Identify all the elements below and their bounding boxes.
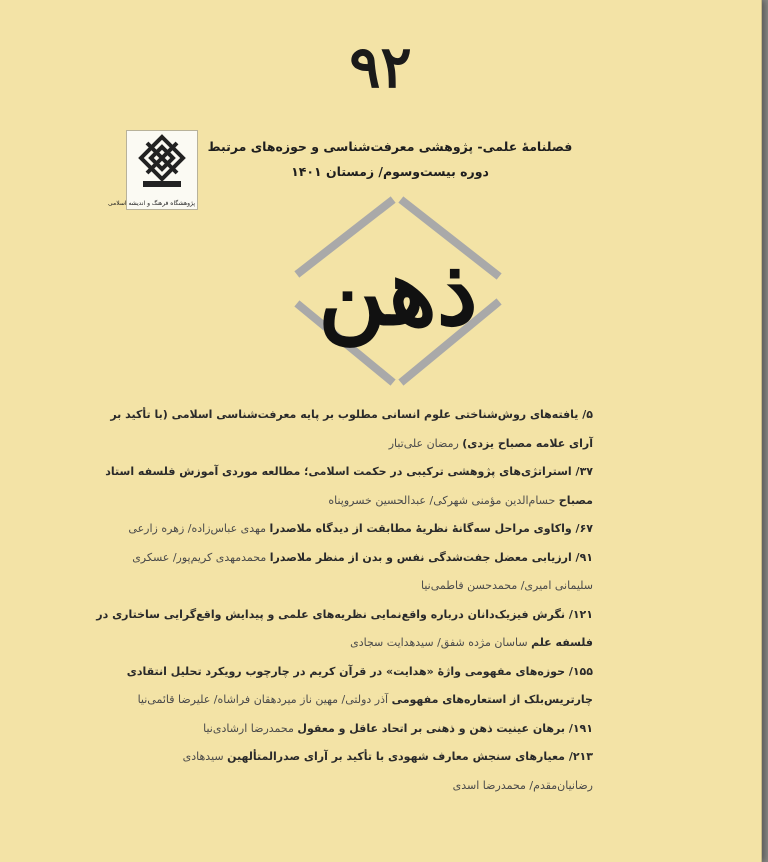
toc-entry: رضانیان‌مقدم/ محمدرضا اسدی xyxy=(452,778,593,792)
issue-number: ۹۲ xyxy=(349,33,412,101)
logo-caption: پژوهشگاه فرهنگ و اندیشه اسلامی xyxy=(108,200,195,207)
table-of-contents xyxy=(96,408,593,807)
toc-entry: فلسفه علم ساسان مژده شفق/ سیدهدایت سجادی xyxy=(350,636,593,649)
toc-entry: ۱۹۱/ برهان عینیت ذهن و ذهنی بر اتحاد عاقل و معقول محمدرضا ارشادی‌نیا xyxy=(203,721,593,735)
toc-entry: سلیمانی امیری/ محمدحسن فاطمی‌نیا xyxy=(421,579,593,592)
toc-entry: ۱۲۱/ نگرش فیزیک‌دانان درباره واقع‌نمایی نظریه‌های علمی و پیدایش واقع‌گرایی ساختاری در xyxy=(96,607,593,621)
toc-entry: مصباح حسام‌الدین مؤمنی شهرکی/ عبدالحسین خسروپناه xyxy=(328,493,593,507)
toc-entry: آرای علامه مصباح یزدی) رمضان علی‌تبار xyxy=(388,436,593,450)
toc-entry: ۶۷/ واکاوی مراحل سه‌گانهٔ نظریهٔ مطابقت از دیدگاه ملاصدرا مهدی عباس‌زاده/ زهره زارعی xyxy=(128,522,593,535)
journal-title: ذهن xyxy=(318,238,478,346)
toc-entry: ۹۱/ ارزیابی معضل جفت‌شدگی نفس و بدن از منظر ملاصدرا محمدمهدی کریم‌پور/ عسکری xyxy=(132,550,593,564)
knot-logo-icon xyxy=(127,131,197,193)
institute-logo xyxy=(108,130,198,210)
toc-entry: ۱۵۵/ حوزه‌های مفهومی واژهٔ «هدایت» در قرآن کریم در چارچوب رویکرد تحلیل انتقادی xyxy=(126,664,593,678)
journal-subtitle: فصلنامهٔ علمی- پژوهشی معرفت‌شناسی و حوزه‌های مرتبط xyxy=(207,139,573,154)
toc-entry: چارتریس‌بلک از استعاره‌های مفهومی آذر دولتی/ مهین ناز میردهقان فراشاه/ علیرضا قائمی‌نیا xyxy=(137,693,593,706)
issue-period: دوره بیست‌وسوم/ زمستان ۱۴۰۱ xyxy=(291,164,489,179)
toc-entry: ۳۷/ استراتژی‌های پژوهشی ترکیبی در حکمت اسلامی؛ مطالعه موردی آموزش فلسفه استاد xyxy=(105,465,593,478)
journal-title-emblem xyxy=(286,196,506,386)
toc-entry: ۲۱۳/ معیارهای سنجش معارف شهودی با تأکید بر آرای صدرالمتألهین سیدهادی xyxy=(182,750,593,763)
toc-entry: ۵/ یافته‌های روش‌شناختی علوم انسانی مطلوب بر پایه معرفت‌شناسی اسلامی (با تأکید بر xyxy=(110,408,593,421)
